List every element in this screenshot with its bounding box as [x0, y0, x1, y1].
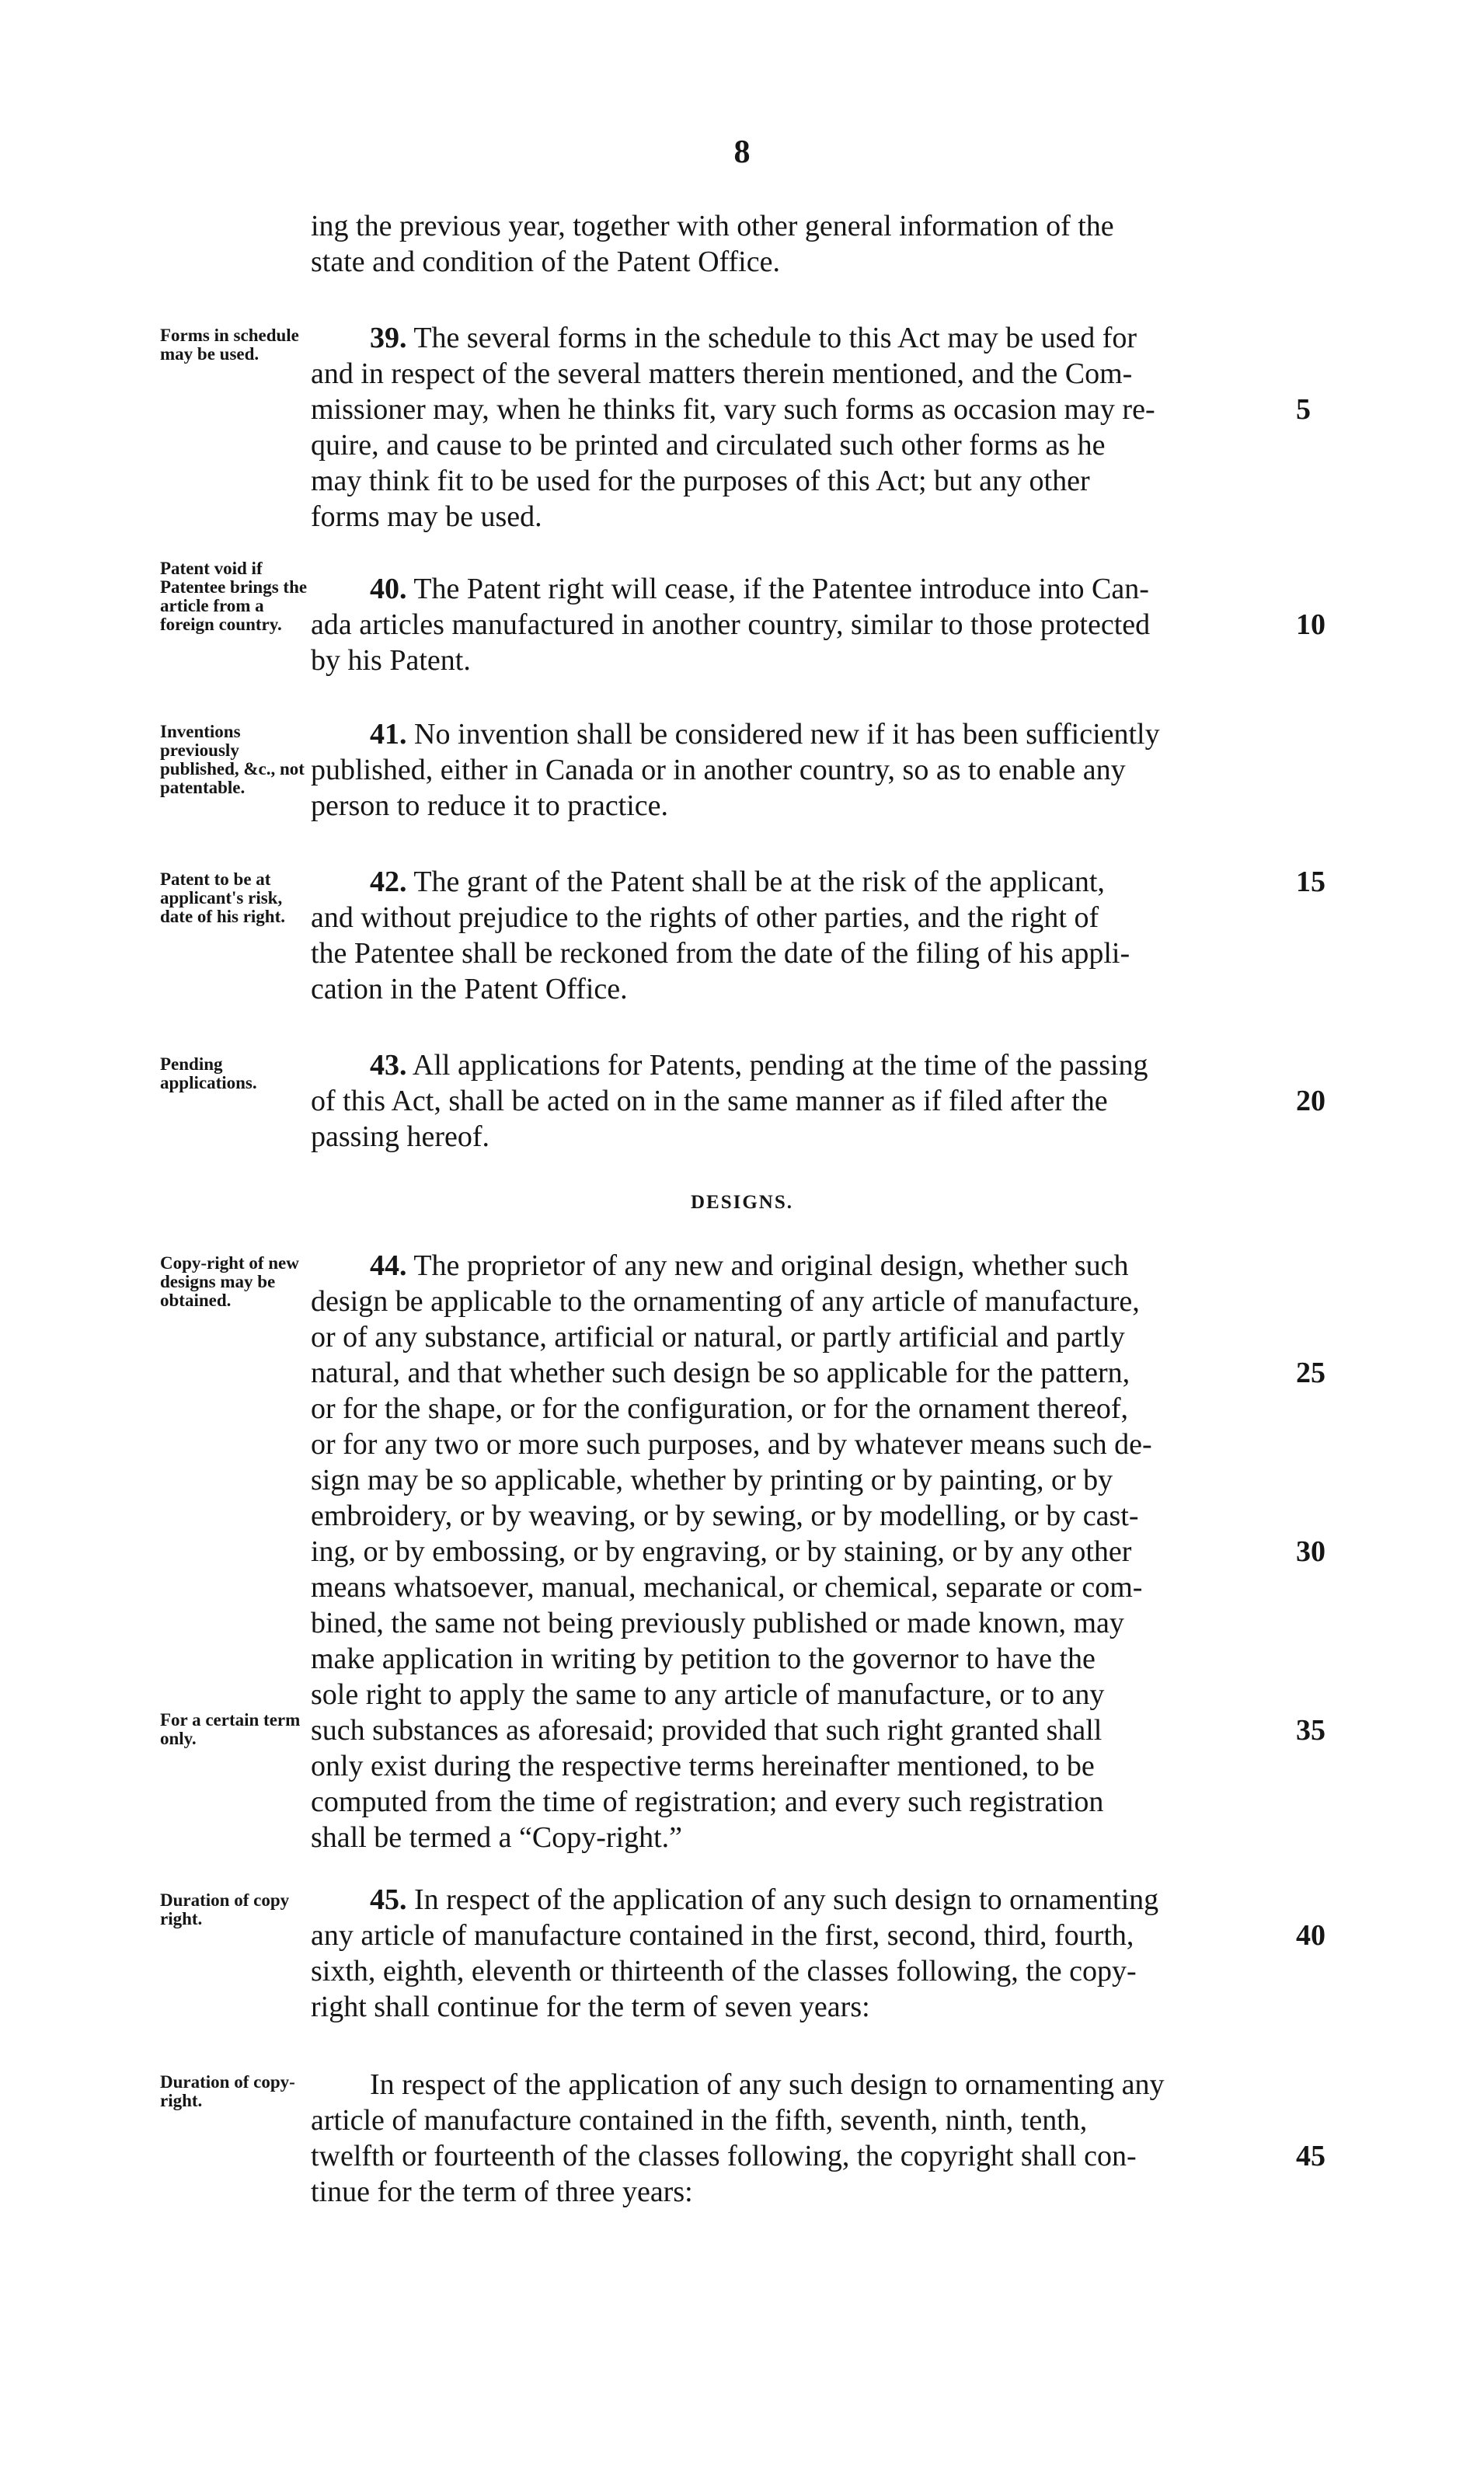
text-line: or for the shape, or for the configuration, or for the ornament thereof, [311, 1392, 1128, 1425]
text-line: may think fit to be used for the purposes of this Act; but any other [311, 465, 1090, 497]
line-number: 15 [1296, 866, 1325, 898]
text-line: tinue for the term of three years: [311, 2176, 693, 2208]
text-line: or for any two or more such purposes, and by whatever means such de- [311, 1428, 1152, 1461]
line-number: 10 [1296, 608, 1325, 641]
text-line: computed from the time of registration; and every such registration [311, 1785, 1104, 1818]
line-number: 30 [1296, 1535, 1325, 1568]
section-number: 45. [370, 1883, 407, 1916]
text-line: and in respect of the several matters therein mentioned, and the Com- [311, 357, 1133, 390]
text-line: any article of manufacture contained in the first, second, third, fourth, [311, 1919, 1134, 1952]
section-40 [311, 571, 1282, 678]
text-line: or of any substance, artificial or natural, or partly artificial and partly [311, 1321, 1125, 1353]
section-45 [311, 1882, 1282, 2025]
text-line: sole right to apply the same to any article of manufacture, or to any [311, 1678, 1105, 1711]
section-number: 40. [370, 573, 407, 605]
text-line: In respect of the application of any such design to ornamenting any [370, 2068, 1165, 2101]
line-number: 5 [1296, 393, 1311, 426]
text-line: bined, the same not being previously published or made known, may [311, 1607, 1124, 1639]
text-line: ing, or by embossing, or by engraving, or by staining, or by any other [311, 1535, 1132, 1568]
section-39 [311, 320, 1282, 535]
text-line: only exist during the respective terms hereinafter mentioned, to be [311, 1750, 1095, 1782]
section-number: 42. [370, 866, 407, 898]
text-line: 41. No invention shall be considered new if it has been sufficiently [370, 718, 1160, 751]
text-line: twelfth or fourteenth of the classes following, the copyright shall con- [311, 2140, 1137, 2172]
margin-note-duration-three-years: Duration of copy-right. [160, 2072, 295, 2110]
text-line: such substances as aforesaid; provided that such right granted shall [311, 1714, 1103, 1747]
section-number: 44. [370, 1249, 407, 1282]
text-line: and without prejudice to the rights of other parties, and the right of [311, 901, 1099, 934]
margin-note-pending-applications: Pending applications. [160, 1054, 257, 1092]
text-line: right shall continue for the term of seven years: [311, 1991, 870, 2023]
section-42 [311, 864, 1282, 1007]
text-line: embroidery, or by weaving, or by sewing, or by modelling, or by cast- [311, 1500, 1139, 1532]
line-number: 25 [1296, 1357, 1325, 1389]
margin-note-inventions-published: Inventions previously published, &c., not patentable. [160, 722, 305, 797]
line-number: 45 [1296, 2140, 1325, 2172]
section-44 [311, 1248, 1282, 1855]
intro-paragraph [311, 208, 1282, 280]
line-number: 40 [1296, 1919, 1325, 1952]
text-line: sixth, eighth, eleventh or thirteenth of the classes following, the copy- [311, 1955, 1137, 1988]
text-line: passing hereof. [311, 1120, 490, 1153]
text-line: article of manufacture contained in the fifth, seventh, ninth, tenth, [311, 2104, 1088, 2137]
section-45-continued [311, 2067, 1282, 2210]
text-line: sign may be so applicable, whether by printing or by painting, or by [311, 1464, 1113, 1496]
page-number: 8 [733, 134, 751, 170]
margin-note-forms-in-schedule: Forms in schedule may be used. [160, 326, 299, 364]
margin-note-applicants-risk: Patent to be at applicant's risk, date of his right. [160, 869, 285, 926]
text-line: 40. The Patent right will cease, if the Patentee introduce into Can- [370, 573, 1149, 605]
section-number: 41. [370, 718, 407, 751]
margin-note-patent-void: Patent void if Patentee brings the article from a foreign country. [160, 559, 308, 634]
text-line: natural, and that whether such design be so applicable for the pattern, [311, 1357, 1130, 1389]
section-number: 43. [370, 1049, 407, 1082]
text-line: quire, and cause to be printed and circulated such other forms as he [311, 429, 1106, 462]
text-line: forms may be used. [311, 500, 542, 533]
text-line: of this Act, shall be acted on in the same manner as if filed after the [311, 1085, 1108, 1117]
margin-note-copyright-designs: Copy-right of new designs may be obtained. [160, 1253, 299, 1310]
text-line: design be applicable to the ornamenting of any article of manufacture, [311, 1285, 1140, 1318]
section-number: 39. [370, 322, 407, 354]
section-43 [311, 1047, 1282, 1155]
text-line: ing the previous year, together with other general information of the [311, 210, 1114, 242]
margin-note-duration-seven-years: Duration of copy right. [160, 1890, 290, 1928]
text-line: ada articles manufactured in another country, similar to those protected [311, 608, 1151, 641]
text-line: cation in the Patent Office. [311, 973, 628, 1005]
section-heading-designs: DESIGNS. [690, 1192, 793, 1213]
text-line: 42. The grant of the Patent shall be at the risk of the applicant, [370, 866, 1105, 898]
text-line: make application in writing by petition to the governor to have the [311, 1643, 1096, 1675]
text-line: published, either in Canada or in another country, so as to enable any [311, 754, 1126, 786]
text-line: 44. The proprietor of any new and original design, whether such [370, 1249, 1129, 1282]
text-line: means whatsoever, manual, mechanical, or chemical, separate or com- [311, 1571, 1143, 1604]
text-line: by his Patent. [311, 644, 471, 677]
line-number: 35 [1296, 1714, 1325, 1747]
section-41 [311, 716, 1282, 824]
text-line: the Patentee shall be reckoned from the date of the filing of his appli- [311, 937, 1130, 970]
line-number: 20 [1296, 1085, 1325, 1117]
text-line: missioner may, when he thinks fit, vary such forms as occasion may re- [311, 393, 1155, 426]
text-line: 39. The several forms in the schedule to this Act may be used for [370, 322, 1137, 354]
margin-note-certain-term: For a certain term only. [160, 1710, 301, 1748]
text-line: shall be termed a “Copy-right.” [311, 1821, 683, 1854]
text-line: state and condition of the Patent Office. [311, 246, 780, 278]
text-line: 43. All applications for Patents, pending at the time of the passing [370, 1049, 1148, 1082]
text-line: person to reduce it to practice. [311, 789, 669, 822]
text-line: 45. In respect of the application of any such design to ornamenting [370, 1883, 1159, 1916]
